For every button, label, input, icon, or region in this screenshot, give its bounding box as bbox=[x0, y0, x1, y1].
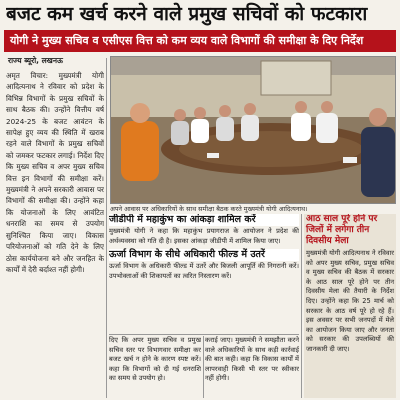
byline: राज्य ब्यूरो, लखनऊ bbox=[8, 56, 63, 65]
mid-news-box bbox=[109, 214, 299, 334]
photo-caption: अपने आवास पर अधिकारियों के साथ समीक्षा बैठक करते मुख्यमंत्री योगी आदित्यनाथ। bbox=[110, 205, 308, 213]
bottom-column-1: दिए कि अपर मुख्य सचिव व प्रमुख सचिव स्तर पर विभागवार समीक्षा कर बजट खर्च न होने के कारण स्पष्ट करें। कहा कि विभागों को दी गई धनराशि का समय से उपयोग हो। bbox=[109, 336, 201, 383]
column-divider bbox=[301, 214, 302, 398]
mid-heading-energy: ऊर्जा विभाग के सीधे अधिकारी फील्ड में उतरें bbox=[109, 249, 299, 261]
right-body: मुख्यमंत्री योगी आदित्यनाथ ने रविवार को अपर मुख्य सचिव, प्रमुख सचिव व मुख्य सचिव की बैठक में सरकार के आठ साल पूरे होने पर तीन दिवसीय मेला की तैयारी के निर्देश दिए। उन्होंने कहा कि 25 मार्च को सरकार के आठ वर्ष पूरे हो रहे हैं। इस अवसर पर सभी जनपदों में मेले का आयोजन किया जाए और जनता को सरकार की उपलब्धियों की जानकारी दी जाए। bbox=[306, 249, 394, 353]
right-news-box bbox=[304, 214, 396, 398]
column-divider bbox=[203, 336, 204, 398]
headline: बजट कम खर्च करने वाले प्रमुख सचिवों को फटकारा bbox=[6, 3, 368, 25]
mid-paragraph-energy: ऊर्जा विभाग के अधिकारी फील्ड में उतरें और बिजली आपूर्ति की निगरानी करें। उपभोक्ताओं की शिकायतों का त्वरित निस्तारण करें। bbox=[109, 262, 299, 280]
bottom-column-2: कराई जाए। मुख्यमंत्री ने समझौता करने वाले अधिकारियों के साथ कड़ी कार्रवाई की बात कही। कहा कि विकास कार्यों में लापरवाही किसी भी स्तर पर स्वीकार नहीं होगी। bbox=[205, 336, 299, 383]
meeting-photo-illustration bbox=[111, 57, 396, 204]
meeting-photo bbox=[110, 56, 396, 204]
section-divider bbox=[109, 334, 299, 335]
left-column-text: अमृत विचार: मुख्यमंत्री योगी आदित्यनाथ ने रविवार को प्रदेश के विभिन्न विभागों के प्रमुख सचिवों के साथ बैठक की। उन्होंने वित्तीय वर्ष 2024-25 के बजट आवंटन के सापेक्ष हुए व्यय की स्थिति में खराब रहने वाले विभागों के प्रमुख सचिवों को जमकर फटकार लगाई। निर्देश दिए कि मुख्य सचिव व अपर मुख्य सचिव वित्त इन विभागों की समीक्षा करें। मुख्यमंत्री ने अपने सरकारी आवास पर विभागों की समीक्षा की। उन्होंने कहा कि योजनाओं के लिए आवंटित धनराशि का समय से उपयोग सुनिश्चित किया जाए। विकास परियोजनाओं को गति देने के लिए ठोस कार्ययोजना बने और जनहित के कार्यों में देरी बर्दाश्त नहीं होगी। bbox=[6, 71, 104, 274]
mid-heading-gdp: जीडीपी में महाकुंभ का आंकड़ा शामिल करें bbox=[109, 214, 299, 226]
column-divider bbox=[106, 58, 107, 398]
right-heading: आठ साल पूरे होने पर जिलों में लगेगा तीन दिवसीय मेला bbox=[306, 214, 378, 246]
subheadline: योगी ने मुख्य सचिव व एसीएस वित्त को कम व्यय वाले विभागों की समीक्षा के दिए निर्देश bbox=[4, 30, 396, 52]
mid-paragraph-gdp: मुख्यमंत्री योगी ने कहा कि महाकुंभ प्रयागराज के आयोजन ने प्रदेश की अर्थव्यवस्था को गति दी है। इसका आंकड़ा जीडीपी में शामिल किया जाए। bbox=[109, 227, 299, 245]
